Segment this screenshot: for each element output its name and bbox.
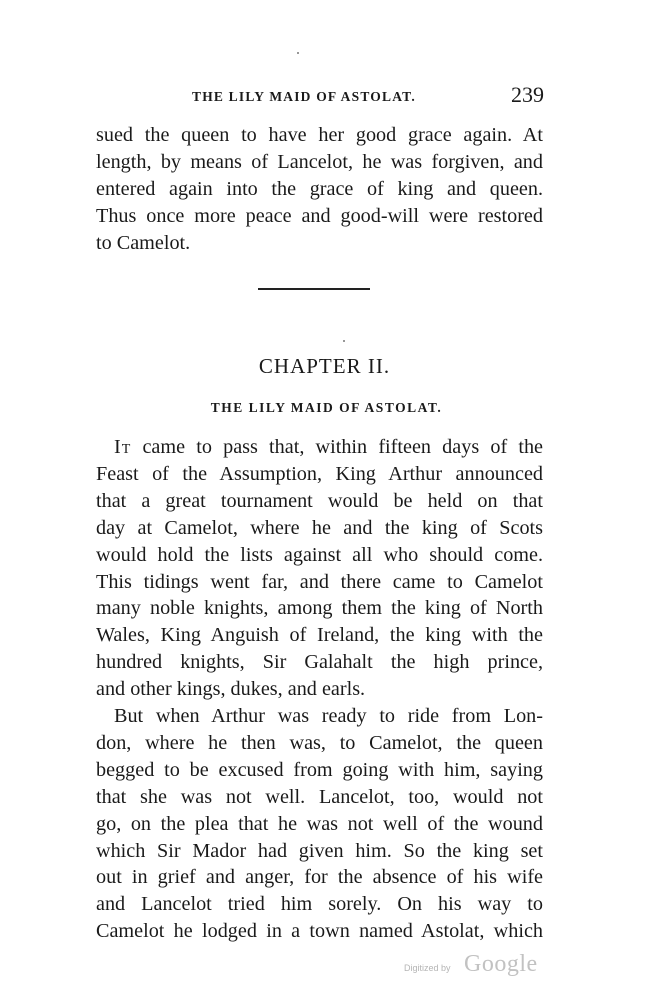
text-line: to Camelot. — [96, 231, 191, 254]
speck-mid — [343, 340, 345, 342]
paragraph-1 — [96, 434, 543, 703]
text-line: begged to be excused from going with him, saying — [96, 758, 543, 781]
text-line: and Lancelot tried him sorely. On his way to — [96, 893, 543, 916]
text-line: Camelot he lodged in a town named Astolat, which — [96, 920, 543, 943]
running-head — [96, 84, 546, 110]
text-line: length, by means of Lancelot, he was forgiven, and — [96, 150, 543, 173]
digitized-watermark — [404, 951, 554, 981]
text-line: don, where he then was, to Camelot, the queen — [96, 731, 543, 754]
text-line: out in grief and anger, for the absence of his wife — [96, 866, 543, 889]
google-logo: Google — [464, 951, 538, 977]
text-line: would hold the lists against all who should come. — [96, 543, 543, 566]
text-line: that she was not well. Lancelot, too, would not — [96, 785, 543, 808]
text-line: entered again into the grace of king and queen. — [96, 177, 543, 200]
running-title: THE LILY MAID OF ASTOLAT. — [192, 89, 416, 104]
page-number: 239 — [511, 82, 544, 107]
text-line: Feast of the Assumption, King Arthur announced — [96, 462, 543, 485]
text-line-first — [96, 434, 543, 461]
text-line: and other kings, dukes, and earls. — [96, 678, 366, 701]
section-divider — [258, 288, 370, 290]
text-line: day at Camelot, where he and the king of Scots — [96, 516, 543, 539]
dropcap-word: It — [114, 436, 132, 458]
text-line: Wales, King Anguish of Ireland, the king with the — [96, 624, 543, 647]
text-line: This tidings went far, and there came to Camelot — [96, 570, 543, 593]
chapter-heading: CHAPTER II. — [258, 354, 391, 378]
chapter-subtitle: THE LILY MAID OF ASTOLAT. — [210, 400, 443, 415]
text-line: go, on the plea that he was not well of the wound — [96, 812, 543, 835]
first-line-rest: came to pass that, within fifteen days of the — [142, 436, 543, 458]
text-line: hundred knights, Sir Galahalt the high prince, — [96, 651, 543, 674]
text-line: which Sir Mador had given him. So the king set — [96, 839, 543, 862]
speck-top — [297, 52, 299, 54]
text-line: But when Arthur was ready to ride from Lon- — [114, 705, 543, 727]
text-line: many noble knights, among them the king of North — [96, 597, 543, 620]
text-line: that a great tournament would be held on that — [96, 489, 543, 512]
paragraph-2 — [96, 703, 543, 945]
watermark-prefix: Digitized by — [404, 963, 451, 973]
top-paragraph — [96, 122, 543, 257]
text-line: sued the queen to have her good grace again. At — [96, 124, 543, 146]
text-line: Thus once more peace and good-will were restored — [96, 204, 543, 227]
